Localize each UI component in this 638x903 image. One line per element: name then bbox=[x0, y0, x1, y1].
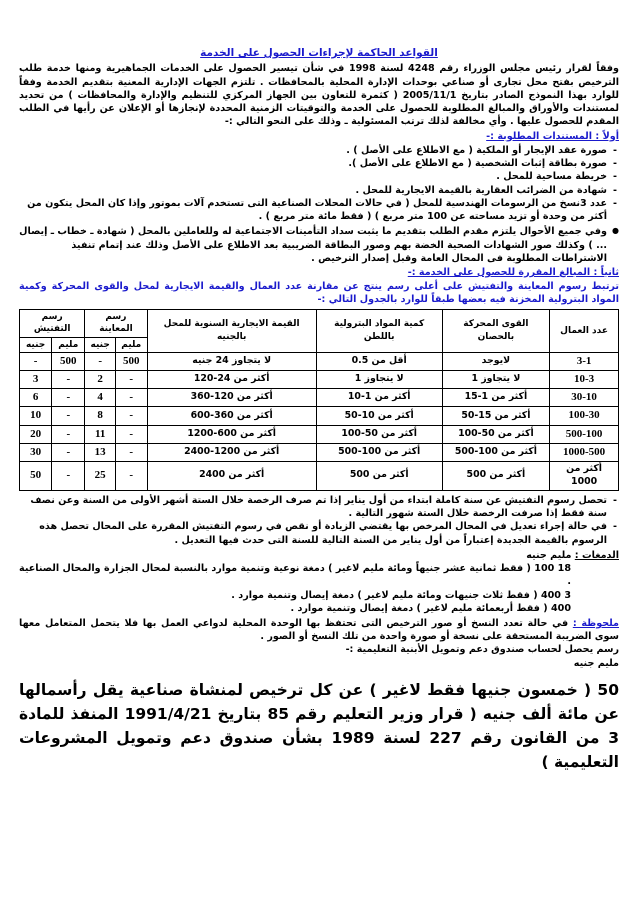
intro-paragraph: وفقاً لقرار رئيس مجلس الوزراء رقم 4248 لسنة 1998 في شأن تيسير الحصول على الخدمات الجماهيرية ومنها خدمة طلب الترخيص بفتح محل تجارى أو صناعي بوحدات الإدارة المحلية بالمحافظات . تلتزم الجهات الإدارية المعنية بتقديم الخدمة وفقاً للوارد بهذا النموذج الصادر بتاريخ 2005/11/1 ( كثمرة للتعاون بين الجهاز المركزي للتنظيم والإدارة والمحافظات ) من تحديد لمستندات والأوراق والمبالغ المطلوبة للحصول على الخدمة والتوقيتات الزمنية المحددة لإنجازها أو الإعلان عن رأيها في الطلب المقدم للحصول عليها . وأي مخالفة لذلك ترتب المسئولية ـ وذلك على النحو التالي :- bbox=[19, 63, 619, 128]
cell-insp-pound: 2 bbox=[85, 371, 116, 389]
table-row bbox=[20, 461, 619, 490]
table-row bbox=[20, 407, 619, 425]
edu-fee-statement: 50 ( خمسون جنيها فقط لاغير ) عن كل ترخيص لمنشاة صناعية يقل رأسمالها عن مائة ألف جنيه ( قرار وزير التعليم رقم 85 بتاريخ 1991/4/21 المنفذ للمادة 3 من القانون رقم 227 لسنة 1989 بشأن صندوق دعم وتمويل المشروعات التعليمية ) bbox=[19, 680, 620, 771]
cell-rent: أكثر من 24-120 bbox=[147, 371, 316, 389]
cell-aud-pound: 10 bbox=[20, 407, 52, 425]
edu-fee-line: رسم يحصل لحساب صندوق دعم وتمويل الأبنية التعليمية :- bbox=[345, 644, 619, 656]
stamp-line bbox=[19, 589, 619, 602]
cell-insp-millim: 500 bbox=[116, 352, 148, 370]
cell-petrol: لا يتجاوز 1 bbox=[316, 371, 442, 389]
cell-rent: أكثر من 360-600 bbox=[147, 407, 316, 425]
table-row bbox=[20, 425, 619, 443]
col-insp-millim: مليم bbox=[116, 337, 148, 352]
cell-rent: أكثر من 120-360 bbox=[147, 389, 316, 407]
cell-insp-pound: 4 bbox=[85, 389, 116, 407]
cell-rent: أكثر من 2400 bbox=[147, 461, 316, 490]
section-fees-title: ثانياً : المبالغ المقررة للحصول على الخدمة :- bbox=[407, 267, 619, 278]
cell-workers: 10-3 bbox=[550, 371, 619, 389]
fee-note: - في حالة إجراء تعديل في المحال المرخص بها يقتضي الزيادة أو نقص في رسوم التفتيش المقررة على المحال تحصل هذه الرسوم بالقيمة الجديدة إعتباراً من أول يناير من السنة التالية للسنة التى حدث فيها التعديل . bbox=[19, 520, 619, 546]
cell-insp-millim: - bbox=[116, 425, 148, 443]
stamps-label: الدمغات : bbox=[574, 549, 619, 561]
document-item: - شهادة من الضرائب العقارية بالقيمة الايجارية للمحل . bbox=[19, 184, 619, 197]
col-inspection-fee: رسم المعاينة bbox=[85, 309, 147, 337]
cell-aud-millim: - bbox=[52, 461, 85, 490]
cell-petrol: أقل من 0.5 bbox=[316, 352, 442, 370]
table-row bbox=[20, 371, 619, 389]
cell-petrol: أكثر من 50-100 bbox=[316, 425, 442, 443]
cell-aud-pound: 50 bbox=[20, 461, 52, 490]
document-item: - صورة بطاقة إثبات الشخصية ( مع الاطلاع على الأصل ). bbox=[19, 157, 619, 170]
cell-insp-pound: 11 bbox=[85, 425, 116, 443]
stamp-line bbox=[19, 562, 619, 588]
cell-insp-millim: - bbox=[116, 443, 148, 461]
cell-workers: 100-30 bbox=[550, 407, 619, 425]
col-insp-pound: جنيه bbox=[85, 337, 116, 352]
stamp-text: ( فقط ثلاث جنيهات ومائة مليم لاغير ) دمغة إيصال وتنمية موارد . bbox=[231, 589, 538, 601]
cell-aud-millim: - bbox=[52, 407, 85, 425]
cell-aud-millim: 500 bbox=[52, 352, 85, 370]
cell-workers: 1000-500 bbox=[550, 443, 619, 461]
cell-insp-pound: 25 bbox=[85, 461, 116, 490]
col-power: القوى المحركة بالحصان bbox=[442, 309, 550, 352]
cell-rent: أكثر من 600-1200 bbox=[147, 425, 316, 443]
fee-notes-list bbox=[19, 494, 619, 547]
col-audit-fee: رسم التفتيش bbox=[20, 309, 85, 337]
remark-label: ملحوظة : bbox=[572, 618, 619, 629]
stamp-amount: 400 bbox=[550, 602, 571, 614]
cell-workers: 3-1 bbox=[550, 352, 619, 370]
fee-note: - تحصل رسوم التفتيش عن سنة كاملة ابتداء من أول يناير إذا تم صرف الرخصة خلال الستة أشهر الأولى من السنة وعن نصف سنة فقط إذا صرفت الرخصة خلال الستة شهور التالية . bbox=[19, 494, 619, 520]
fees-intro: ترتبط رسوم المعاينة والتفتيش على أعلى رسم ينتج عن مقارنة عدد العمال والقيمة الايجارية لمحل والقوى المحركة وكمية المواد البترولية المخزنة فيه بعضها طبقاً للوارد بالجدول التالي :- bbox=[19, 281, 619, 306]
stamp-amount: 18 100 bbox=[534, 563, 572, 575]
remark bbox=[19, 617, 619, 643]
cell-aud-millim: - bbox=[52, 371, 85, 389]
cell-aud-millim: - bbox=[52, 425, 85, 443]
stamps-heading bbox=[19, 549, 619, 562]
cell-insp-millim: - bbox=[116, 389, 148, 407]
page-title: القواعد الحاكمة لإجراءات الحصول على الخدمة bbox=[200, 47, 438, 59]
cell-rent: لا يتجاوز 24 جنيه bbox=[147, 352, 316, 370]
cell-power: أكثر من 15-50 bbox=[442, 407, 550, 425]
cell-aud-pound: 3 bbox=[20, 371, 52, 389]
document-item: - صورة عقد الإيجار أو الملكية ( مع الاطلاع على الأصل ) . bbox=[19, 144, 619, 157]
stamp-text: ( فقط أربعمائة مليم لاغير ) دمغة إيصال وتنمية موارد . bbox=[290, 602, 548, 614]
cell-aud-pound: 30 bbox=[20, 443, 52, 461]
general-note: ● وفي جميع الأحوال يلتزم مقدم الطلب بتقديم ما يثبت سداد التأمينات الاجتماعية له وللعاملين بالمحل ( شهادة ـ خطاب ـ إيصال ... ) وكذلك صور الشهادات الصحية الخضة بهم وصور البطاقة الضريبية بعد الاطلاع على الأصل وذلك عند إتمام تنفيذ الاشتراطات المطلوبة فى المحال العامة وقبل إصدار الترخيص . bbox=[19, 225, 619, 265]
table-row bbox=[20, 443, 619, 461]
cell-power: أكثر من 1-15 bbox=[442, 389, 550, 407]
cell-aud-pound: 20 bbox=[20, 425, 52, 443]
stamp-amount: 3 400 bbox=[540, 589, 571, 601]
col-workers: عدد العمال bbox=[550, 309, 619, 352]
cell-petrol: أكثر من 1-10 bbox=[316, 389, 442, 407]
cell-workers: أكثر من 1000 bbox=[550, 461, 619, 490]
cell-aud-pound: - bbox=[20, 352, 52, 370]
document-item: - خريطة مساحية للمحل . bbox=[19, 170, 619, 183]
cell-petrol: أكثر من 100-500 bbox=[316, 443, 442, 461]
cell-workers: 30-10 bbox=[550, 389, 619, 407]
cell-petrol: أكثر من 500 bbox=[316, 461, 442, 490]
cell-power: لايوجد bbox=[442, 352, 550, 370]
edu-fee-units: مليم جنيه bbox=[573, 657, 619, 669]
col-rent: القيمة الايجارية السنوية للمحل بالجنيه bbox=[147, 309, 316, 352]
col-aud-millim: مليم bbox=[52, 337, 85, 352]
cell-insp-pound: 13 bbox=[85, 443, 116, 461]
col-petrol: كمية المواد البترولية باللطن bbox=[316, 309, 442, 352]
cell-insp-millim: - bbox=[116, 461, 148, 490]
fees-table bbox=[19, 309, 619, 491]
cell-power: أكثر من 50-100 bbox=[442, 425, 550, 443]
documents-list bbox=[19, 144, 619, 265]
stamp-text: ( فقط ثمانية عشر جنيهاً ومائة مليم لاغير ) دمغة نوعية وتنمية موارد بالنسبة لمحال الجزارة والمحال الصناعية . bbox=[19, 563, 571, 588]
cell-power: أكثر من 100-500 bbox=[442, 443, 550, 461]
cell-aud-millim: - bbox=[52, 443, 85, 461]
section-documents-title: أولاً : المستندات المطلوبة :- bbox=[486, 130, 619, 142]
cell-power: لا يتجاوز 1 bbox=[442, 371, 550, 389]
document-item: - عدد 3نسخ من الرسومات الهندسية للمحل ( في حالات المحلات الصناعية التى تستخدم آلات بموتور وإذا كان المحل يتكون من أكثر من وحدة أو تزيد مساحته عن 100 متر مربع ) ( فقط مائة متر مربع ) . bbox=[19, 197, 619, 223]
stamps-units: مليم جنيه bbox=[526, 549, 572, 561]
cell-aud-millim: - bbox=[52, 389, 85, 407]
cell-aud-pound: 6 bbox=[20, 389, 52, 407]
table-row bbox=[20, 389, 619, 407]
cell-insp-millim: - bbox=[116, 407, 148, 425]
cell-rent: أكثر من 1200-2400 bbox=[147, 443, 316, 461]
cell-power: أكثر من 500 bbox=[442, 461, 550, 490]
cell-petrol: أكثر من 10-50 bbox=[316, 407, 442, 425]
cell-insp-pound: - bbox=[85, 352, 116, 370]
remark-text: في حالة تعدد النسخ أو صور الترخيص التى تحتفظ بها الوحدة المحلية لدواعي العمل بها فلا يتحمل المتعامل معها سوى الضريبة المستحقة على نسخة أو صورة واحدة من تلك النسخ أو الصور . bbox=[19, 618, 619, 643]
document-page bbox=[19, 0, 619, 774]
cell-workers: 500-100 bbox=[550, 425, 619, 443]
col-aud-pound: جنيه bbox=[20, 337, 52, 352]
cell-insp-millim: - bbox=[116, 371, 148, 389]
stamp-line bbox=[19, 602, 619, 615]
table-row bbox=[20, 352, 619, 370]
cell-insp-pound: 8 bbox=[85, 407, 116, 425]
